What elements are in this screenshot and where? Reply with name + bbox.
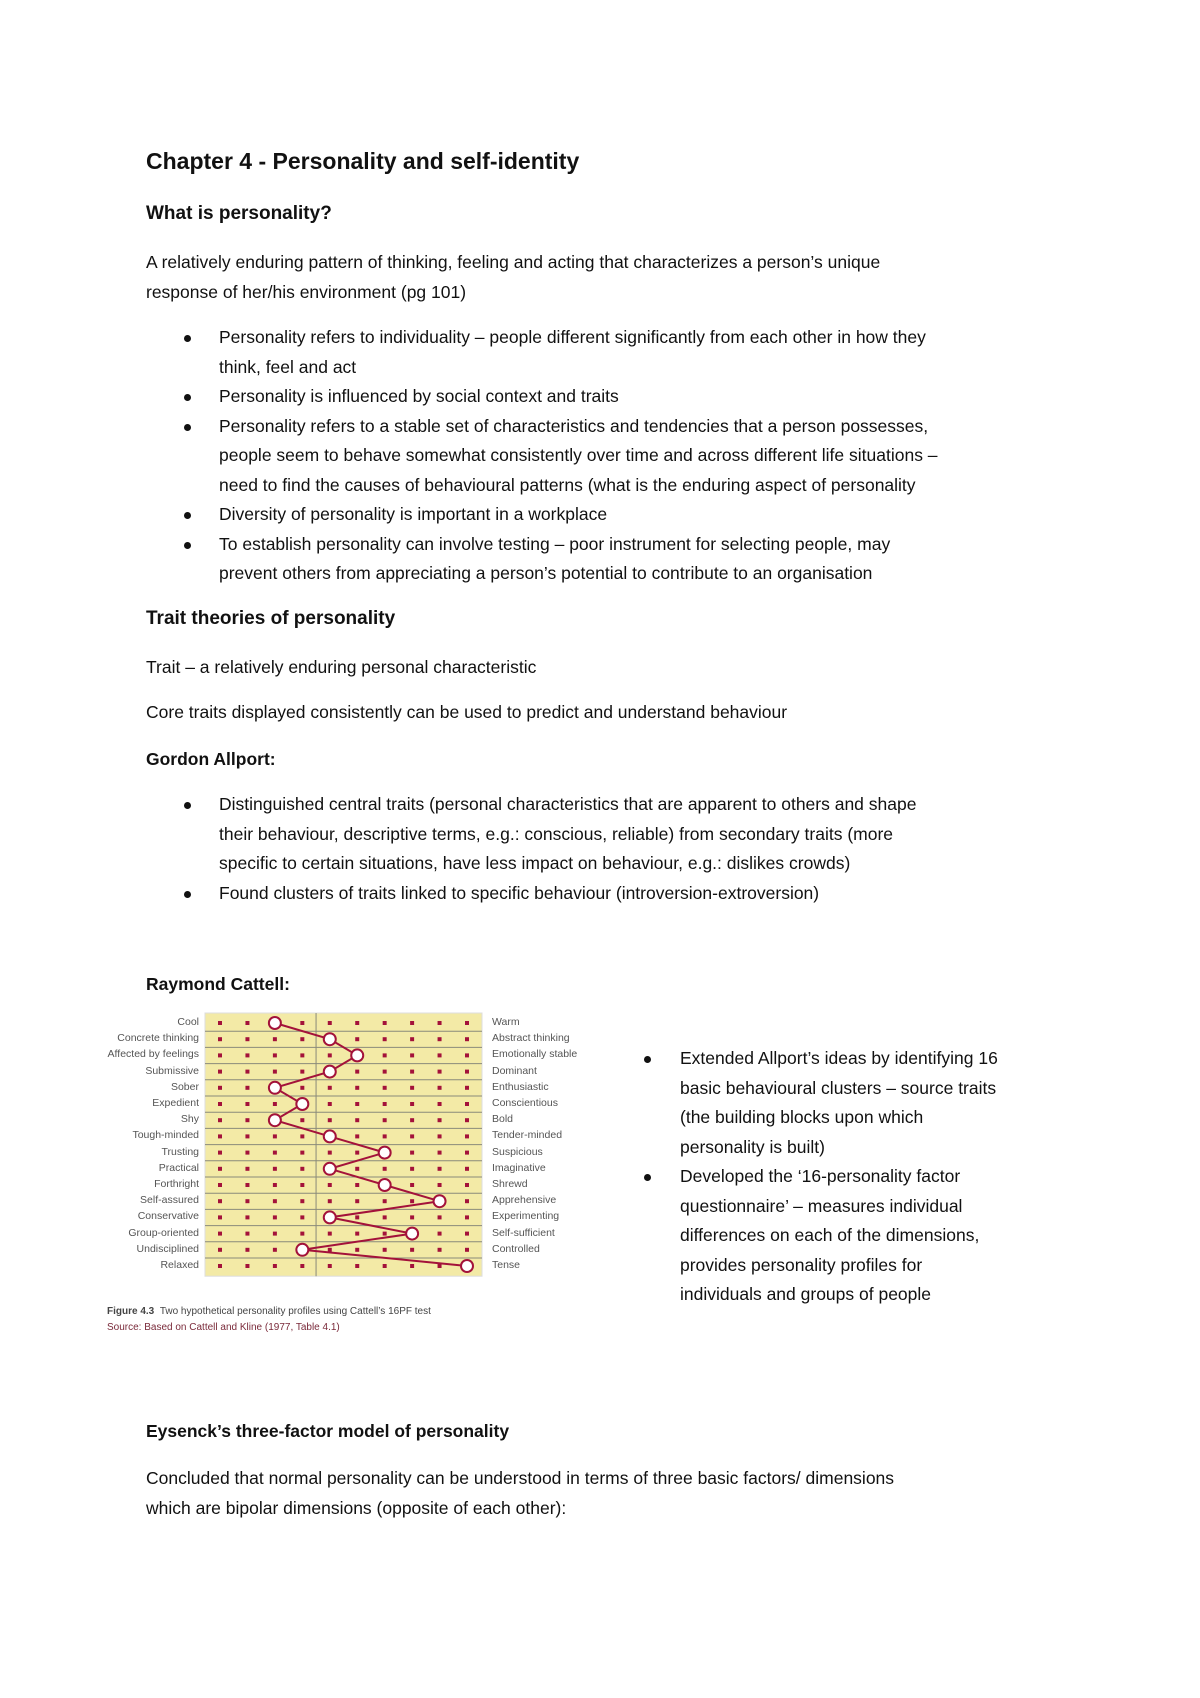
scale-dot [438, 1232, 442, 1236]
heading-eysenck: Eysenck’s three-factor model of personality [146, 1421, 510, 1441]
profile-point [296, 1098, 308, 1110]
scale-dot [438, 1183, 442, 1187]
scale-dot [383, 1264, 387, 1268]
scale-dot [383, 1232, 387, 1236]
scale-dot [218, 1264, 222, 1268]
eysenck-line: Concluded that normal personality can be understood in terms of three basic factors/ dimensions [146, 1468, 895, 1488]
bullet-line: prevent others from appreciating a person’s potential to contribute to an organisation [219, 563, 873, 583]
scale-dot [245, 1118, 249, 1122]
scale-dot [245, 1232, 249, 1236]
scale-dot [410, 1167, 414, 1171]
trait-label-right: Imaginative [492, 1161, 546, 1174]
bullet-line: think, feel and act [219, 356, 357, 377]
scale-dot [383, 1118, 387, 1122]
scale-dot [410, 1264, 414, 1268]
scale-dot [438, 1037, 442, 1041]
scale-dot [438, 1070, 442, 1074]
profile-point [351, 1049, 363, 1061]
scale-dot [300, 1183, 304, 1187]
trait-label-left: Expedient [152, 1097, 199, 1109]
bullet-line: questionnaire’ – measures individual [680, 1195, 963, 1216]
scale-dot [218, 1151, 222, 1155]
trait-label-right: Tense [492, 1259, 521, 1271]
bullet-line: Extended Allport’s ideas by identifying 16 [680, 1048, 998, 1068]
scale-dot [273, 1199, 277, 1203]
trait-label-left: Concrete thinking [117, 1032, 199, 1045]
bullet-line: specific to certain situations, have less impact on behaviour, e.g.: dislikes crowds) [219, 853, 851, 873]
scale-dot [355, 1199, 359, 1203]
scale-dot [410, 1102, 414, 1106]
profile-point [269, 1017, 281, 1029]
scale-dot [410, 1118, 414, 1122]
scale-dot [300, 1021, 304, 1025]
bullet-line: (the building blocks upon which [680, 1107, 924, 1127]
bullet-line: Developed the ‘16-personality factor [680, 1166, 961, 1186]
scale-dot [438, 1151, 442, 1155]
scale-dot [438, 1248, 442, 1252]
scale-dot [218, 1199, 222, 1203]
bullet-line: Distinguished central traits (personal characteristics that are apparent to others and shape [219, 794, 917, 814]
scale-dot [300, 1199, 304, 1203]
scale-dot [218, 1021, 222, 1025]
scale-dot [355, 1215, 359, 1219]
scale-dot [245, 1183, 249, 1187]
profile-point [296, 1244, 308, 1256]
scale-dot [328, 1151, 332, 1155]
scale-dot [300, 1118, 304, 1122]
bullet-line: Found clusters of traits linked to specific behaviour (introversion-extroversion) [219, 882, 820, 903]
trait-label-right: Warm [492, 1016, 520, 1028]
scale-dot [300, 1134, 304, 1138]
scale-dot [355, 1264, 359, 1268]
trait-label-right: Controlled [492, 1242, 540, 1255]
scale-dot [245, 1070, 249, 1074]
figure-number: Figure 4.3 [107, 1306, 155, 1317]
bullet-line: Personality is influenced by social context and traits [219, 386, 619, 406]
scale-dot [355, 1086, 359, 1090]
trait-label-right: Abstract thinking [492, 1032, 570, 1045]
bullet-line: basic behavioural clusters – source traits [680, 1077, 997, 1098]
scale-dot [355, 1183, 359, 1187]
trait-label-right: Apprehensive [492, 1194, 557, 1207]
scale-dot [383, 1021, 387, 1025]
scale-dot [245, 1102, 249, 1106]
trait-label-right: Bold [492, 1113, 514, 1126]
scale-dot [465, 1102, 469, 1106]
scale-dot [383, 1086, 387, 1090]
scale-dot [438, 1102, 442, 1106]
profile-point [324, 1211, 336, 1223]
bullet-line: their behaviour, descriptive terms, e.g.: conscious, reliable) from secondary traits (more [219, 823, 894, 844]
scale-dot [465, 1232, 469, 1236]
scale-dot [218, 1053, 222, 1057]
scale-dot [218, 1248, 222, 1252]
scale-dot [465, 1151, 469, 1155]
scale-dot [328, 1248, 332, 1252]
scale-dot [465, 1037, 469, 1041]
scale-dot [245, 1134, 249, 1138]
trait-label-left: Trusting [161, 1145, 199, 1158]
scale-dot [410, 1021, 414, 1025]
definition-line: A relatively enduring pattern of thinking, feeling and acting that characterizes a person’s unique [146, 252, 881, 272]
bullet-line: provides personality profiles for [680, 1254, 923, 1275]
scale-dot [273, 1264, 277, 1268]
scale-dot [438, 1086, 442, 1090]
scale-dot [383, 1167, 387, 1171]
bullet-line: To establish personality can involve testing – poor instrument for selecting people, may [219, 533, 891, 554]
trait-label-right: Tender-minded [492, 1129, 563, 1142]
profile-point [269, 1114, 281, 1126]
trait-label-left: Forthright [154, 1178, 199, 1190]
scale-dot [438, 1167, 442, 1171]
trait-label-right: Shrewd [492, 1178, 528, 1190]
scale-dot [328, 1199, 332, 1203]
scale-dot [300, 1167, 304, 1171]
profile-point [324, 1033, 336, 1045]
heading-trait-theories: Trait theories of personality [146, 608, 396, 629]
scale-dot [383, 1215, 387, 1219]
scale-dot [328, 1086, 332, 1090]
scale-dot [245, 1086, 249, 1090]
scale-dot [300, 1037, 304, 1041]
scale-dot [273, 1053, 277, 1057]
scale-dot [273, 1070, 277, 1074]
scale-dot [465, 1183, 469, 1187]
bullet-line: Personality refers to a stable set of characteristics and tendencies that a person possesses, [219, 415, 929, 436]
scale-dot [355, 1102, 359, 1106]
trait-label-left: Group-oriented [128, 1226, 199, 1239]
scale-dot [355, 1232, 359, 1236]
profile-point [379, 1147, 391, 1159]
scale-dot [438, 1053, 442, 1057]
scale-dot [383, 1053, 387, 1057]
scale-dot [410, 1199, 414, 1203]
scale-dot [300, 1151, 304, 1155]
scale-dot [383, 1199, 387, 1203]
scale-dot [465, 1118, 469, 1122]
scale-dot [245, 1037, 249, 1041]
scale-dot [355, 1167, 359, 1171]
scale-dot [273, 1215, 277, 1219]
scale-dot [410, 1134, 414, 1138]
scale-dot [218, 1070, 222, 1074]
scale-dot [245, 1264, 249, 1268]
scale-dot [465, 1021, 469, 1025]
bullet-line: Personality refers to individuality – people different significantly from each other in how they [219, 327, 926, 347]
scale-dot [218, 1086, 222, 1090]
bullet-line: need to find the causes of behavioural patterns (what is the enduring aspect of personality [219, 474, 916, 495]
scale-dot [245, 1248, 249, 1252]
trait-label-left: Relaxed [160, 1259, 199, 1271]
scale-dot [438, 1118, 442, 1122]
scale-dot [355, 1134, 359, 1138]
definition-line: response of her/his environment (pg 101) [146, 281, 467, 302]
scale-dot [218, 1037, 222, 1041]
scale-dot [218, 1118, 222, 1122]
scale-dot [410, 1070, 414, 1074]
scale-dot [355, 1248, 359, 1252]
scale-dot [465, 1086, 469, 1090]
figure-caption [107, 1306, 431, 1317]
scale-dot [328, 1118, 332, 1122]
scale-dot [273, 1151, 277, 1155]
trait-label-left: Tough-minded [132, 1129, 199, 1142]
profile-point [324, 1066, 336, 1078]
trait-label-right: Enthusiastic [492, 1080, 549, 1093]
scale-dot [383, 1134, 387, 1138]
scale-dot [245, 1199, 249, 1203]
scale-dot [300, 1264, 304, 1268]
scale-dot [300, 1070, 304, 1074]
profile-point [269, 1082, 281, 1094]
scale-dot [410, 1215, 414, 1219]
scale-dot [218, 1232, 222, 1236]
scale-dot [465, 1134, 469, 1138]
scale-dot [355, 1118, 359, 1122]
profile-point [324, 1163, 336, 1175]
scale-dot [410, 1086, 414, 1090]
scale-dot [465, 1215, 469, 1219]
bullet-line: personality is built) [680, 1136, 825, 1157]
heading-raymond-cattell: Raymond Cattell: [146, 974, 290, 994]
trait-label-left: Submissive [145, 1064, 199, 1077]
trait-definition: Trait – a relatively enduring personal characteristic [146, 657, 537, 677]
scale-dot [300, 1053, 304, 1057]
trait-label-right: Emotionally stable [492, 1048, 578, 1061]
trait-label-left: Practical [158, 1161, 199, 1174]
scale-dot [245, 1053, 249, 1057]
scale-dot [383, 1248, 387, 1252]
trait-label-left: Undisciplined [136, 1242, 199, 1255]
trait-label-left: Self-assured [140, 1194, 199, 1207]
trait-label-right: Conscientious [492, 1097, 558, 1109]
scale-dot [218, 1134, 222, 1138]
scale-dot [300, 1215, 304, 1219]
scale-dot [383, 1070, 387, 1074]
scale-dot [355, 1037, 359, 1041]
trait-label-left: Cool [177, 1016, 199, 1028]
scale-dot [218, 1215, 222, 1219]
scale-dot [245, 1151, 249, 1155]
scale-dot [410, 1053, 414, 1057]
bullet-line: individuals and groups of people [680, 1284, 932, 1304]
heading-gordon-allport: Gordon Allport: [146, 749, 276, 769]
bullet-line: differences on each of the dimensions, [680, 1225, 980, 1245]
profile-point [434, 1195, 446, 1207]
scale-dot [273, 1248, 277, 1252]
figure-source: Source: Based on Cattell and Kline (1977, Table 4.1) [107, 1322, 340, 1333]
heading-what-is-personality: What is personality? [146, 203, 332, 224]
trait-label-left: Shy [180, 1113, 199, 1126]
scale-dot [383, 1102, 387, 1106]
scale-dot [328, 1021, 332, 1025]
scale-dot [273, 1102, 277, 1106]
scale-dot [218, 1167, 222, 1171]
scale-dot [355, 1021, 359, 1025]
trait-label-right: Dominant [492, 1064, 537, 1077]
scale-dot [410, 1151, 414, 1155]
core-traits-text: Core traits displayed consistently can be used to predict and understand behaviour [146, 702, 788, 722]
scale-dot [465, 1248, 469, 1252]
scale-dot [300, 1232, 304, 1236]
profile-point [461, 1260, 473, 1272]
scale-dot [410, 1248, 414, 1252]
scale-dot [355, 1070, 359, 1074]
trait-label-right: Experimenting [492, 1210, 560, 1223]
trait-label-right: Suspicious [492, 1145, 543, 1158]
profile-point [324, 1130, 336, 1142]
scale-dot [328, 1102, 332, 1106]
scale-dot [465, 1070, 469, 1074]
scale-dot [438, 1021, 442, 1025]
scale-dot [465, 1053, 469, 1057]
scale-dot [328, 1264, 332, 1268]
trait-label-left: Sober [170, 1080, 199, 1093]
scale-dot [245, 1021, 249, 1025]
bullet-line: people seem to behave somewhat consistently over time and across different life situations – [219, 445, 938, 465]
scale-dot [465, 1167, 469, 1171]
scale-dot [383, 1037, 387, 1041]
scale-dot [355, 1151, 359, 1155]
scale-dot [245, 1215, 249, 1219]
scale-dot [410, 1037, 414, 1041]
figure-caption-text: Two hypothetical personality profiles using Cattell’s 16PF test [159, 1306, 431, 1317]
bullet-line: Diversity of personality is important in a workplace [219, 504, 608, 524]
scale-dot [410, 1183, 414, 1187]
scale-dot [273, 1232, 277, 1236]
scale-dot [300, 1086, 304, 1090]
profile-point [379, 1179, 391, 1191]
trait-label-right: Self-sufficient [492, 1226, 555, 1239]
scale-dot [273, 1037, 277, 1041]
profile-point [406, 1228, 418, 1240]
scale-dot [438, 1264, 442, 1268]
scale-dot [328, 1183, 332, 1187]
scale-dot [438, 1215, 442, 1219]
scale-dot [438, 1134, 442, 1138]
scale-dot [273, 1183, 277, 1187]
scale-dot [328, 1053, 332, 1057]
eysenck-line: which are bipolar dimensions (opposite of each other): [146, 1497, 567, 1518]
trait-label-left: Conservative [137, 1210, 199, 1223]
scale-dot [218, 1102, 222, 1106]
scale-dot [245, 1167, 249, 1171]
scale-dot [218, 1183, 222, 1187]
page-title: Chapter 4 - Personality and self-identity [146, 148, 580, 174]
scale-dot [273, 1167, 277, 1171]
scale-dot [273, 1134, 277, 1138]
trait-label-left: Affected by feelings [107, 1048, 199, 1061]
scale-dot [465, 1199, 469, 1203]
scale-dot [328, 1232, 332, 1236]
